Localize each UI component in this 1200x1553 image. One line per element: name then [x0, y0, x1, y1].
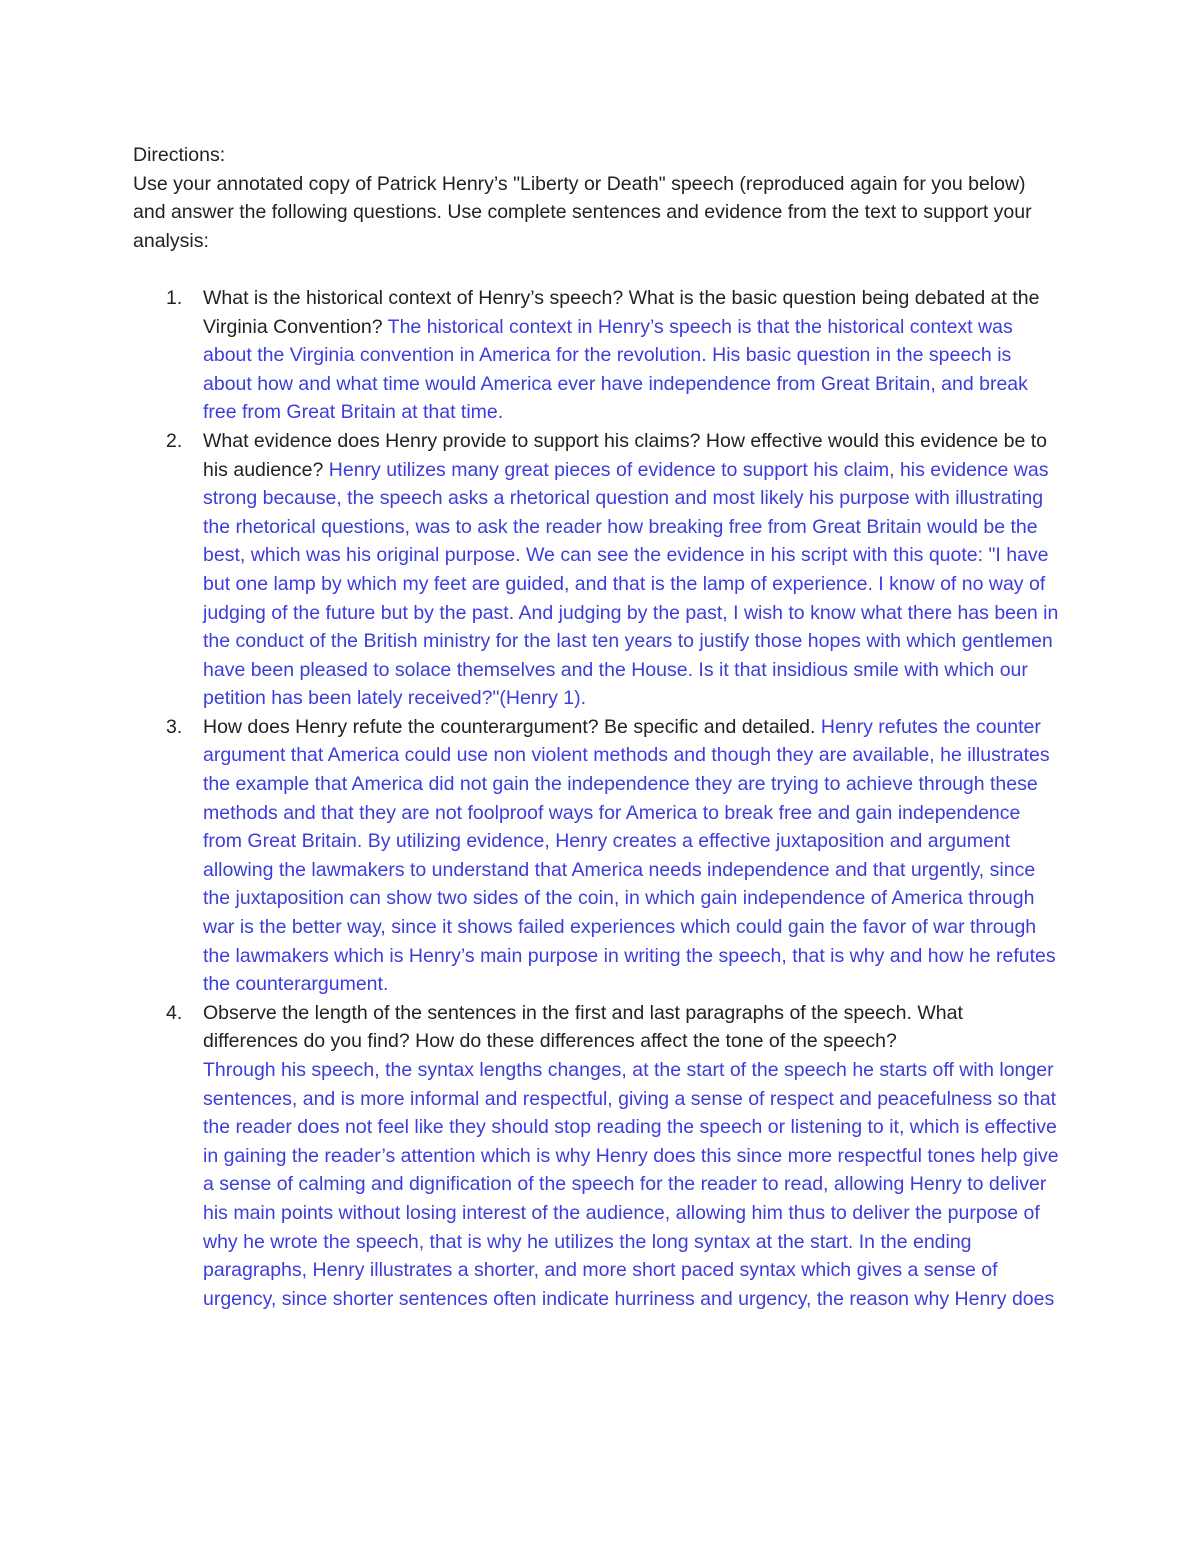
question-number: 4. — [166, 1001, 183, 1024]
directions-intro: Use your annotated copy of Patrick Henry’s "Liberty or Death" speech (reproduced again for you below) and answer the following questions. Use complete sentences and evidence from the text to support your analysis: — [133, 172, 1032, 252]
answer-text: The historical context in Henry’s speech is that the historical context was about the Virginia convention in America for the revolution. His basic question in the speech is about how and what time would America ever have independence from Great Britain, and break free from Great Britain at that time. — [203, 315, 1028, 424]
question-number: 2. — [166, 429, 183, 452]
question-text: What evidence does Henry provide to support his claims? How effective would this evidence be to his audience? — [203, 429, 1048, 481]
question-item-2 — [133, 427, 1063, 713]
question-text: Observe the length of the sentences in the first and last paragraphs of the speech. What differences do you find? How do these differences affect the tone of the speech? — [203, 1001, 963, 1053]
question-text: What is the historical context of Henry’s speech? What is the basic question being debated at the Virginia Convention? — [203, 286, 1040, 338]
question-item-4 — [133, 999, 1063, 1314]
answer-text: Henry utilizes many great pieces of evidence to support his claim, his evidence was strong because, the speech asks a rhetorical question and most likely his purpose with illustrating the rhetorical questions, was to ask the reader how breaking free from Great Britain would be the best, which was his original purpose. We can see the evidence in his script with this quote: "I have but one lamp by which my feet are guided, and that is the lamp of experience. I know of no way of judging of the future but by the past. And judging by the past, I wish to know what there has been in the conduct of the British ministry for the last ten years to justify those hopes with which gentlemen have been pleased to solace themselves and the House. Is it that insidious smile with which our petition has been lately received?"(Henry 1). — [203, 458, 1059, 710]
answer-text: Henry refutes the counter argument that America could use non violent methods and though they are available, he illustrates the example that America did not gain the independence they are trying to achieve through these methods and that they are not foolproof ways for America to break free and gain independence from Great Britain. By utilizing evidence, Henry creates a effective juxtaposition and argument allowing the lawmakers to understand that America needs independence and that urgently, since the juxtaposition can show two sides of the coin, in which gain independence of America through war is the better way, since it shows failed experiences which could gain the favor of war through the lawmakers which is Henry’s main purpose in writing the speech, that is why and how he refutes the counterargument. — [203, 715, 1056, 996]
question-item-3 — [133, 713, 1063, 999]
question-list — [133, 284, 1063, 1313]
question-number: 3. — [166, 715, 183, 738]
question-number: 1. — [166, 286, 183, 309]
answer-text: Through his speech, the syntax lengths changes, at the start of the speech he starts off with longer sentences, and is more informal and respectful, giving a sense of respect and peacefulness so that the reader does not feel like they should stop reading the speech or listening to it, which is effective in gaining the reader’s attention which is why Henry does this since more respectful tones help give a sense of calming and dignification of the speech for the reader to read, allowing Henry to deliver his main points without losing interest of the audience, allowing him thus to deliver the purpose of why he wrote the speech, that is why he utilizes the long syntax at the start. In the ending paragraphs, Henry illustrates a shorter, and more short paced syntax which gives a sense of urgency, since shorter sentences often indicate hurriness and urgency, the reason why Henry does — [203, 1059, 1059, 1310]
question-text: How does Henry refute the counterargument? Be specific and detailed. — [203, 715, 821, 738]
directions-heading: Directions: — [133, 144, 226, 166]
question-item-1 — [133, 284, 1063, 427]
document-page — [133, 141, 1063, 1313]
